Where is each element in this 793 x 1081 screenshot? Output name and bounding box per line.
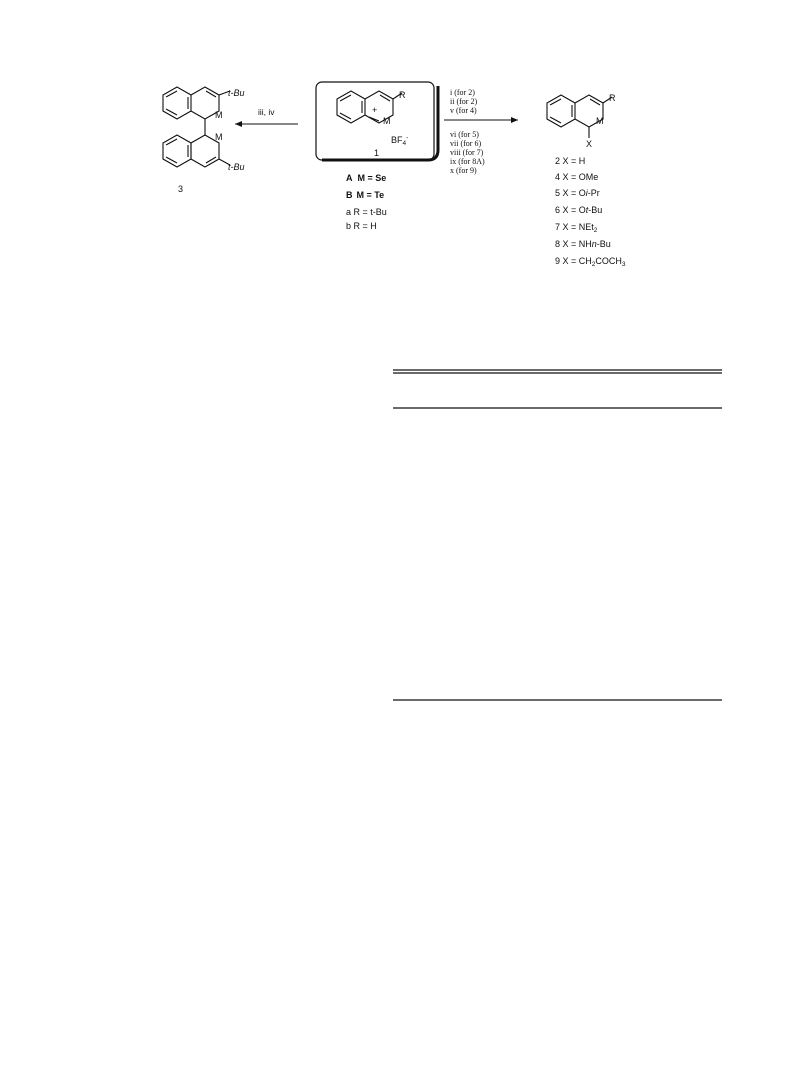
legend-r-h: b R = H — [346, 221, 377, 231]
right-arrow-conditions-top — [450, 88, 477, 115]
center-charge: + — [372, 105, 378, 115]
right-arrow-conditions-bottom — [450, 130, 485, 175]
legend-r-tbu: a R = t-Bu — [346, 207, 387, 217]
center-salt-label: 1 — [374, 148, 380, 158]
condition-v: v (for 4) — [450, 106, 477, 115]
condition-viii: viii (for 7) — [450, 148, 484, 157]
left-top-substituent: t-Bu — [228, 88, 245, 98]
left-arrow-label: iii, iv — [258, 107, 275, 117]
condition-vi: vi (for 5) — [450, 130, 479, 139]
condition-i: i (for 2) — [450, 88, 475, 97]
left-bottom-substituent: t-Bu — [228, 162, 245, 172]
condition-x: x (for 9) — [450, 166, 477, 175]
left-bottom-heteroatom: M — [215, 132, 223, 142]
right-substituent: R — [609, 93, 616, 103]
compound-7: 7 X = NEt$_2$ — [555, 222, 598, 234]
empty-table — [393, 370, 722, 700]
right-reaction-arrow — [444, 117, 518, 123]
left-product-label: 3 — [178, 184, 184, 194]
left-top-heteroatom: M — [215, 110, 223, 120]
center-salt-structure — [337, 91, 402, 123]
compound-5: 5 X = Oi-Pr — [555, 188, 600, 198]
condition-vii: vii (for 6) — [450, 139, 482, 148]
legend-line-a: A M = Se — [346, 173, 387, 183]
compound-9: 9 $X = CH_2COCH_3$ — [555, 256, 626, 268]
center-counterion: $BF_4^-$ — [391, 134, 409, 147]
right-heteroatom: M — [596, 116, 604, 126]
left-product-structure — [163, 87, 230, 167]
legend-line-b: B M = Te — [346, 190, 385, 200]
condition-ii: ii (for 2) — [450, 97, 478, 106]
compound-6: 6 X = Ot-Bu — [555, 205, 603, 215]
right-x-label: X — [586, 139, 593, 149]
compound-2: 2 X = H — [555, 156, 586, 166]
compound-8: 8 X = NHn-Bu — [555, 239, 611, 249]
compound-4: 4 X = OMe — [555, 172, 599, 182]
center-heteroatom: M — [383, 116, 391, 126]
condition-ix: ix (for 8A) — [450, 157, 485, 166]
center-substituent: R — [399, 90, 406, 100]
left-reaction-arrow — [235, 121, 298, 127]
